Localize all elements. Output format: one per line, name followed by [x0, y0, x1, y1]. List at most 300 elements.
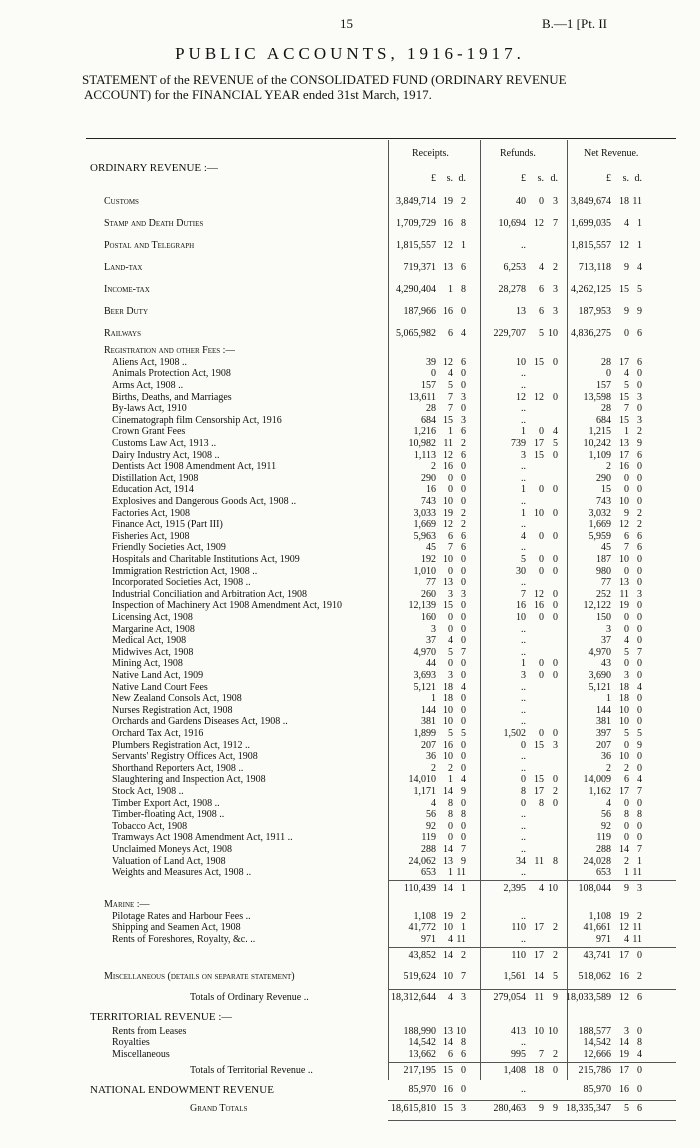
- pounds-value: 3,693: [413, 670, 436, 681]
- table-row: [0, 949, 700, 963]
- shillings-value: 3: [448, 670, 453, 681]
- shillings-value: 14: [443, 1037, 453, 1049]
- pounds-value: ..: [521, 240, 526, 251]
- row-label: Pilotage Rates and Harbour Fees ..: [112, 910, 251, 922]
- shillings-value: 14: [443, 949, 453, 961]
- pounds-value: 1,113: [413, 449, 436, 461]
- pounds-value: 119: [421, 832, 436, 844]
- pounds-value: 1,216: [413, 426, 436, 438]
- shillings-value: 4: [448, 934, 453, 945]
- pence-value: 11: [456, 934, 466, 945]
- pounds-value: 18,033,589: [566, 991, 611, 1003]
- shillings-value: 0: [624, 328, 629, 339]
- pence-value: 6: [637, 449, 642, 461]
- pounds-value: 77: [601, 577, 611, 589]
- shillings-value: 15: [443, 600, 453, 612]
- shillings-value: 4: [539, 883, 544, 894]
- row-label: Shipping and Seamen Act, 1908: [112, 922, 241, 934]
- shillings-value: 4: [539, 262, 544, 273]
- pence-value: 0: [461, 403, 466, 415]
- pence-value: 2: [461, 438, 466, 449]
- shillings-value: 6: [448, 530, 453, 542]
- pence-value: 0: [553, 484, 558, 496]
- table-row: [0, 882, 700, 896]
- shillings-value: 0: [448, 472, 453, 484]
- pence-value: 0: [461, 612, 466, 623]
- row-label: NATIONAL ENDOWMENT REVENUE: [90, 1083, 274, 1096]
- pence-value: 5: [553, 438, 558, 449]
- shillings-value: 4: [448, 368, 453, 380]
- pence-value: 4: [637, 1048, 642, 1060]
- pence-value: 9: [637, 739, 642, 751]
- pence-value: 3: [553, 284, 558, 295]
- pounds-value: 4,262,125: [571, 284, 611, 295]
- pence-value: 0: [461, 832, 466, 844]
- shillings-value: 1: [448, 867, 453, 879]
- pence-value: 0: [637, 461, 642, 473]
- pence-value: 1: [637, 218, 642, 229]
- pounds-value: 3: [521, 449, 526, 461]
- pence-value: 2: [637, 970, 642, 982]
- statement-title: STATEMENT of the REVENUE of the CONSOLIDATED FUND (ORDINARY REVENUE ACCOUNT) for the FINANCIAL YEAR ended 31st March, 1917.: [82, 72, 567, 102]
- pence-value: 2: [461, 949, 466, 961]
- shillings-value: 16: [443, 739, 453, 751]
- shillings-value: 12: [619, 991, 629, 1003]
- row-label: Tobacco Act, 1908: [112, 820, 188, 832]
- pence-value: 0: [637, 1083, 642, 1095]
- pence-value: 7: [461, 970, 466, 982]
- row-label: Explosives and Dangerous Goods Act, 1908 ..: [112, 496, 297, 507]
- pounds-value: ..: [521, 635, 526, 647]
- pence-value: 4: [637, 774, 642, 786]
- pounds-value: 4: [431, 797, 436, 809]
- shillings-value: 17: [619, 1064, 629, 1076]
- shillings-value: 10: [443, 716, 453, 728]
- shillings-value: 12: [534, 391, 544, 403]
- row-label: Native Land Act, 1909: [112, 670, 204, 681]
- pence-value: 7: [553, 218, 558, 229]
- table-row: [0, 991, 700, 1005]
- pounds-value: ..: [521, 910, 526, 922]
- shillings-value: 11: [443, 438, 453, 449]
- pounds-value: 150: [596, 612, 611, 623]
- pence-value: 0: [461, 635, 466, 647]
- pounds-value: 4: [606, 797, 611, 809]
- shillings-value: 0: [448, 612, 453, 623]
- pounds-value: 160: [421, 612, 436, 623]
- shillings-value: 2: [624, 762, 629, 774]
- pence-value: 0: [461, 484, 466, 496]
- shillings-value: 15: [534, 356, 544, 368]
- pounds-value: 12,139: [408, 600, 436, 612]
- pence-value: 0: [637, 635, 642, 647]
- pence-value: 0: [461, 704, 466, 716]
- shillings-value: 1: [448, 774, 453, 786]
- pounds-value: 0: [606, 368, 611, 380]
- pence-value: 6: [637, 542, 642, 554]
- shillings-value: 5: [448, 646, 453, 658]
- column-header-refunds: Refunds.: [500, 148, 536, 159]
- pence-value: 2: [461, 910, 466, 922]
- pence-value: 0: [637, 403, 642, 415]
- pounds-value: ..: [521, 751, 526, 763]
- pounds-value: 92: [601, 820, 611, 832]
- table-row: [0, 239, 700, 253]
- pounds-value: 971: [596, 934, 611, 945]
- shillings-value: 16: [443, 218, 453, 229]
- pence-value: 0: [461, 554, 466, 565]
- pence-value: 0: [637, 832, 642, 844]
- total-rule: [388, 880, 676, 881]
- pence-value: 3: [461, 588, 466, 600]
- pence-value: 0: [637, 380, 642, 391]
- pounds-value: ..: [521, 693, 526, 705]
- pounds-value: ..: [521, 368, 526, 380]
- shillings-value: 0: [448, 832, 453, 844]
- pounds-value: 18,335,347: [566, 1102, 611, 1114]
- row-label: Unclaimed Moneys Act, 1908: [112, 844, 232, 855]
- pence-value: 3: [461, 1102, 466, 1114]
- pence-value: 0: [461, 380, 466, 391]
- shillings-value: 5: [624, 380, 629, 391]
- shillings-value: 0: [539, 426, 544, 438]
- pounds-value: 41,772: [408, 922, 436, 934]
- shillings-value: 14: [443, 883, 453, 894]
- shillings-value: 11: [534, 991, 544, 1003]
- shillings-value: 17: [619, 786, 629, 797]
- pence-value: 0: [637, 612, 642, 623]
- pounds-value: 1: [521, 507, 526, 519]
- pounds-value: 16: [426, 484, 436, 496]
- pounds-value: 15: [601, 484, 611, 496]
- pounds-value: 13,611: [408, 391, 436, 403]
- shillings-value: 2: [624, 855, 629, 867]
- shillings-value: 12: [619, 519, 629, 531]
- row-label: Immigration Restriction Act, 1908 ..: [112, 565, 258, 577]
- pounds-value: 1,408: [503, 1064, 526, 1076]
- row-label: Timber-floating Act, 1908 ..: [112, 809, 225, 821]
- pounds-value: 207: [596, 739, 611, 751]
- row-label: Grand Totals: [190, 1102, 248, 1114]
- pounds-value: 397: [596, 728, 611, 739]
- pounds-value: 187,953: [578, 306, 611, 317]
- currency-unit: £: [606, 173, 611, 184]
- pounds-value: 110: [511, 922, 526, 934]
- shillings-value: 15: [534, 774, 544, 786]
- pounds-value: 971: [421, 934, 436, 945]
- pence-value: 4: [461, 328, 466, 339]
- pounds-value: 252: [596, 588, 611, 600]
- pounds-value: 5,963: [413, 530, 436, 542]
- shillings-value: 7: [539, 1048, 544, 1060]
- pence-value: 11: [632, 196, 642, 207]
- shillings-value: 17: [534, 786, 544, 797]
- row-label: Miscellaneous: [112, 1048, 170, 1060]
- table-row: [0, 970, 700, 984]
- pounds-value: 187,966: [403, 306, 436, 317]
- shillings-value: 10: [619, 751, 629, 763]
- pence-value: 2: [461, 507, 466, 519]
- shillings-value: 15: [619, 391, 629, 403]
- pounds-value: ..: [521, 577, 526, 589]
- pounds-value: ..: [521, 542, 526, 554]
- shillings-value: 16: [619, 1083, 629, 1095]
- pence-value: 11: [456, 867, 466, 879]
- pounds-value: ..: [521, 646, 526, 658]
- currency-unit: d.: [458, 173, 466, 184]
- pounds-value: 684: [421, 414, 436, 426]
- shillings-value: 1: [448, 426, 453, 438]
- pence-value: 0: [461, 739, 466, 751]
- shillings-value: 1: [624, 867, 629, 879]
- shillings-value: 0: [539, 484, 544, 496]
- pence-value: 2: [553, 1048, 558, 1060]
- pence-value: 10: [548, 328, 558, 339]
- pence-value: 11: [632, 922, 642, 934]
- pounds-value: 4,836,275: [571, 328, 611, 339]
- pence-value: 0: [553, 612, 558, 623]
- pence-value: 3: [553, 739, 558, 751]
- pounds-value: 10,982: [408, 438, 436, 449]
- pence-value: 3: [637, 883, 642, 894]
- shillings-value: 17: [619, 949, 629, 961]
- row-label: Orchards and Gardens Diseases Act, 1908 ..: [112, 716, 288, 728]
- pounds-value: 5: [521, 554, 526, 565]
- pence-value: 0: [637, 496, 642, 507]
- row-label: Friendly Societies Act, 1909: [112, 542, 226, 554]
- shillings-value: 0: [539, 530, 544, 542]
- shillings-value: 0: [539, 728, 544, 739]
- pence-value: 9: [637, 438, 642, 449]
- pence-value: 2: [553, 262, 558, 273]
- pence-value: 0: [461, 623, 466, 635]
- pence-value: 6: [637, 328, 642, 339]
- shillings-value: 4: [624, 934, 629, 945]
- shillings-value: 15: [443, 414, 453, 426]
- shillings-value: 19: [443, 196, 453, 207]
- row-label: Slaughtering and Inspection Act, 1908: [112, 774, 266, 786]
- pence-value: 8: [553, 855, 558, 867]
- pence-value: 9: [553, 991, 558, 1003]
- row-label: By-laws Act, 1910: [112, 403, 187, 415]
- pence-value: 1: [637, 240, 642, 251]
- pounds-value: ..: [521, 809, 526, 821]
- row-label: Timber Export Act, 1908 ..: [112, 797, 220, 809]
- row-label: Licensing Act, 1908: [112, 612, 193, 623]
- pence-value: 3: [637, 414, 642, 426]
- pence-value: 8: [461, 218, 466, 229]
- shillings-value: 4: [448, 991, 453, 1003]
- row-label: Arms Act, 1908 ..: [112, 380, 184, 391]
- pounds-value: 1,561: [503, 970, 526, 982]
- pence-value: 3: [461, 991, 466, 1003]
- column-header-net: Net Revenue.: [584, 148, 639, 159]
- pence-value: 0: [637, 1025, 642, 1037]
- shillings-value: 0: [624, 832, 629, 844]
- pounds-value: 260: [421, 588, 436, 600]
- pence-value: 0: [461, 693, 466, 705]
- shillings-value: 10: [443, 496, 453, 507]
- shillings-value: 10: [619, 496, 629, 507]
- shillings-value: 7: [624, 403, 629, 415]
- pence-value: 8: [461, 1037, 466, 1049]
- table-row: [0, 195, 700, 209]
- pence-value: 0: [553, 670, 558, 681]
- row-label: ORDINARY REVENUE :—: [90, 162, 218, 174]
- shillings-value: 14: [443, 844, 453, 855]
- pounds-value: 13,598: [583, 391, 611, 403]
- shillings-value: 0: [624, 739, 629, 751]
- pounds-value: 14,542: [408, 1037, 436, 1049]
- shillings-value: 18: [534, 1064, 544, 1076]
- pence-value: 0: [637, 670, 642, 681]
- row-label: Customs: [104, 196, 139, 207]
- pence-value: 0: [637, 693, 642, 705]
- pence-value: 7: [637, 844, 642, 855]
- pounds-value: 4,970: [588, 646, 611, 658]
- pounds-value: ..: [521, 414, 526, 426]
- row-label: Tramways Act 1908 Amendment Act, 1911 ..: [112, 832, 293, 844]
- shillings-value: 9: [624, 306, 629, 317]
- table-row: [0, 1010, 700, 1024]
- pence-value: 2: [553, 786, 558, 797]
- pounds-value: 1,171: [413, 786, 436, 797]
- pence-value: 0: [461, 496, 466, 507]
- pounds-value: 10,242: [583, 438, 611, 449]
- pounds-value: 41,661: [583, 922, 611, 934]
- row-label: Finance Act, 1915 (Part III): [112, 519, 223, 531]
- shillings-value: 13: [619, 438, 629, 449]
- pence-value: 0: [461, 1083, 466, 1095]
- pounds-value: 1,215: [588, 426, 611, 438]
- pounds-value: 13: [516, 306, 526, 317]
- pounds-value: 217,195: [403, 1064, 436, 1076]
- pence-value: 3: [461, 391, 466, 403]
- pounds-value: 290: [421, 472, 436, 484]
- shillings-value: 1: [624, 426, 629, 438]
- pence-value: 6: [461, 449, 466, 461]
- shillings-value: 13: [443, 262, 453, 273]
- pence-value: 6: [461, 426, 466, 438]
- pounds-value: 5,959: [588, 530, 611, 542]
- shillings-value: 14: [619, 844, 629, 855]
- pounds-value: 0: [521, 739, 526, 751]
- pounds-value: ..: [521, 681, 526, 693]
- pence-value: 11: [632, 934, 642, 945]
- pence-value: 0: [461, 762, 466, 774]
- pounds-value: 188,990: [403, 1025, 436, 1037]
- pounds-value: 743: [596, 496, 611, 507]
- pounds-value: 4,970: [413, 646, 436, 658]
- pence-value: 10: [456, 1025, 466, 1037]
- pounds-value: 1,669: [413, 519, 436, 531]
- pounds-value: 40: [516, 196, 526, 207]
- pounds-value: 37: [426, 635, 436, 647]
- row-label: Land-tax: [104, 262, 143, 273]
- shillings-value: 4: [624, 218, 629, 229]
- row-label: Postal and Telegraph: [104, 240, 195, 251]
- shillings-value: 9: [539, 1102, 544, 1114]
- row-label: Native Land Court Fees: [112, 681, 208, 693]
- pence-value: 0: [461, 306, 466, 317]
- pounds-value: 1,709,729: [396, 218, 436, 229]
- row-label: Royalties: [112, 1037, 150, 1049]
- pounds-value: ..: [521, 832, 526, 844]
- pounds-value: 56: [426, 809, 436, 821]
- pence-value: 0: [637, 751, 642, 763]
- pence-value: 0: [553, 449, 558, 461]
- pounds-value: 2: [431, 461, 436, 473]
- shillings-value: 12: [443, 240, 453, 251]
- shillings-value: 14: [443, 786, 453, 797]
- pounds-value: 12,122: [583, 600, 611, 612]
- pence-value: 6: [637, 991, 642, 1003]
- row-label: Servants' Registry Offices Act, 1908: [112, 751, 258, 763]
- shillings-value: 9: [624, 507, 629, 519]
- pounds-value: 381: [421, 716, 436, 728]
- shillings-value: 13: [443, 577, 453, 589]
- shillings-value: 14: [619, 1037, 629, 1049]
- pounds-value: 16: [516, 600, 526, 612]
- pounds-value: 12,666: [583, 1048, 611, 1060]
- shillings-value: 9: [624, 883, 629, 894]
- shillings-value: 0: [624, 612, 629, 623]
- pence-value: 0: [637, 368, 642, 380]
- currency-unit: £: [431, 173, 436, 184]
- pounds-value: 4: [521, 530, 526, 542]
- shillings-value: 17: [619, 356, 629, 368]
- shillings-value: 8: [539, 797, 544, 809]
- pounds-value: 37: [601, 635, 611, 647]
- pounds-value: 85,970: [583, 1083, 611, 1095]
- pence-value: 2: [637, 910, 642, 922]
- shillings-value: 7: [624, 542, 629, 554]
- pounds-value: 28: [601, 356, 611, 368]
- row-label: Education Act, 1914: [112, 484, 194, 496]
- pounds-value: 56: [601, 809, 611, 821]
- page-number: 15: [340, 16, 353, 31]
- pounds-value: ..: [521, 762, 526, 774]
- pounds-value: 0: [521, 797, 526, 809]
- pounds-value: ..: [521, 704, 526, 716]
- pounds-value: 1,108: [413, 910, 436, 922]
- shillings-value: 0: [539, 554, 544, 565]
- table-row: [0, 866, 700, 880]
- pence-value: 0: [461, 797, 466, 809]
- pence-value: 0: [637, 704, 642, 716]
- pence-value: 3: [637, 391, 642, 403]
- currency-unit: d.: [550, 173, 558, 184]
- pounds-value: 1,109: [588, 449, 611, 461]
- row-label: Births, Deaths, and Marriages: [112, 391, 232, 403]
- pence-value: 0: [637, 716, 642, 728]
- pence-value: 10: [548, 1025, 558, 1037]
- pence-value: 8: [461, 284, 466, 295]
- pence-value: 10: [548, 883, 558, 894]
- pence-value: 1: [461, 922, 466, 934]
- pence-value: 6: [461, 1048, 466, 1060]
- row-label: Totals of Territorial Revenue ..: [190, 1064, 313, 1076]
- pence-value: 4: [637, 681, 642, 693]
- row-label: Plumbers Registration Act, 1912 ..: [112, 739, 251, 751]
- pounds-value: 2,395: [503, 883, 526, 894]
- pounds-value: 36: [601, 751, 611, 763]
- pence-value: 3: [637, 588, 642, 600]
- row-label: Dentists Act 1908 Amendment Act, 1911: [112, 461, 277, 473]
- row-label: Cinematograph film Censorship Act, 1916: [112, 414, 282, 426]
- pence-value: 0: [553, 507, 558, 519]
- pence-value: 3: [553, 196, 558, 207]
